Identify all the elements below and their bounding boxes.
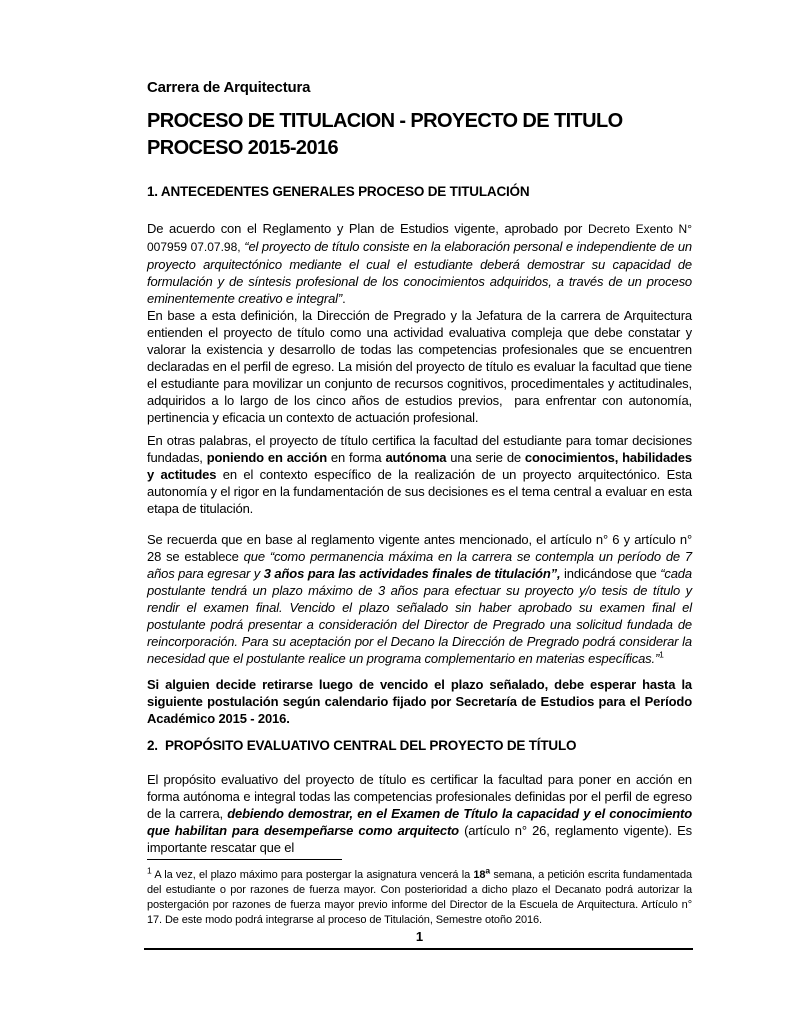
- footnote-text: $^1$ A la vez, el plazo máximo para postergar la asignatura vencerá la 18$^a$ semana, a petición escrita fundamentada del estudiante o por razones de fuerza mayor. Con posterioridad a dicho plazo el Decanato podrá autorizar la postergación por razones de fuerza mayor previo informe del Director de la Escuela de Arquitectura. Artículo n° 17. De este modo podrá integrarse al proceso de Titulación, Semestre otoño 2016.: [147, 865, 692, 926]
- paragraph-definition-quote: De acuerdo con el Reglamento y Plan de Estudios vigente, aprobado por Decreto Exento N° 007959 07.07.98, “el proyecto de título consiste en la elaboración personal e independiente de un proyecto arquitectónico mediante el cual el estudiante deberá demostrar su capacidad de formulación y de síntesis profesional de los conocimientos adquiridos, a través de un proceso eminentemente creativo e integral”.: [147, 221, 693, 306]
- document-title: [147, 108, 692, 162]
- footnote-separator: [147, 859, 342, 860]
- paragraph-en-otras-palabras: En otras palabras, el proyecto de título certifica la facultad del estudiante para tomar decisiones fundadas, poniendo en acción en forma autónoma una serie de conocimientos, habilidades y actitudes en el contexto específico de la realización de un proyecto arquitectónico. Esta autonomía y el rigor en la fundamentación de sus decisiones es el tema central a evaluar en esta etapa de titulación.: [147, 433, 693, 516]
- document-kicker: Carrera de Arquitectura: [147, 79, 311, 96]
- footer-rule: [144, 948, 693, 950]
- paragraph-proposito-evaluativo: El propósito evaluativo del proyecto de título es certificar la facultad para poner en acción en forma autónoma e integral todas las competencias profesionales definidas por el perfil de egreso de la carrera, debiendo demostrar, en el Examen de Título la capacidad y el conocimiento que habilitan para desempeñarse como arquitecto (artículo n° 26, reglamento vigente). Es importante rescatar que el: [147, 772, 692, 855]
- page-number: 1: [415, 929, 424, 944]
- paragraph-retiro-aviso: Si alguien decide retirarse luego de vencido el plazo señalado, debe esperar hasta la siguiente postulación según calendario fijado por Secretaría de Estudios para el Período Académico 2015 - 2016.: [147, 677, 692, 726]
- paragraph-reglamento-plazos: Se recuerda que en base al reglamento vigente antes mencionado, el artículo n° 6 y artículo n° 28 se establece que “como permanencia máxima en la carrera se contempla un período de 7 años para egresar y 3 años para las actividades finales de titulación”, indicándose que “cada postulante tendrá un plazo máximo de 3 años para efectuar su proyecto y/o tesis de título y rendir el examen final. Vencido el plazo señalado sin haber aprobado su examen final el postulante podrá presentar a consideración del Director de Pregrado una solicitud fundada de reincorporación. Para su aceptación por el Decano la Dirección de Pregrado podrá considerar la necesidad que el postulante realice un programa complementario en materias específicas.”$^1$: [147, 532, 692, 666]
- section-1-heading: 1. ANTECEDENTES GENERALES PROCESO DE TITULACIÓN: [147, 184, 530, 199]
- content-column: [147, 79, 692, 928]
- title-line-1: PROCESO DE TITULACION - PROYECTO DE TITULO: [147, 110, 623, 132]
- paragraph-definition-explanation: En base a esta definición, la Dirección de Pregrado y la Jefatura de la carrera de Arquitectura entienden el proyecto de título como una actividad evaluativa compleja que debe constatar y valorar la existencia y desarrollo de todas las competencias profesionales que se encuentren declaradas en el perfil de egreso. La misión del proyecto de título es evaluar la facultad que tiene el estudiante para movilizar un conjunto de recursos cognitivos, procedimentales y actitudinales, adquiridos a lo largo de los cinco años de estudios previos, para enfrentar con autonomía, pertinencia y eficacia un contexto de actuación profesional.: [147, 308, 692, 425]
- section-2-heading: 2. PROPÓSITO EVALUATIVO CENTRAL DEL PROYECTO DE TÍTULO: [147, 738, 577, 753]
- title-line-2: PROCESO 2015-2016: [147, 137, 339, 159]
